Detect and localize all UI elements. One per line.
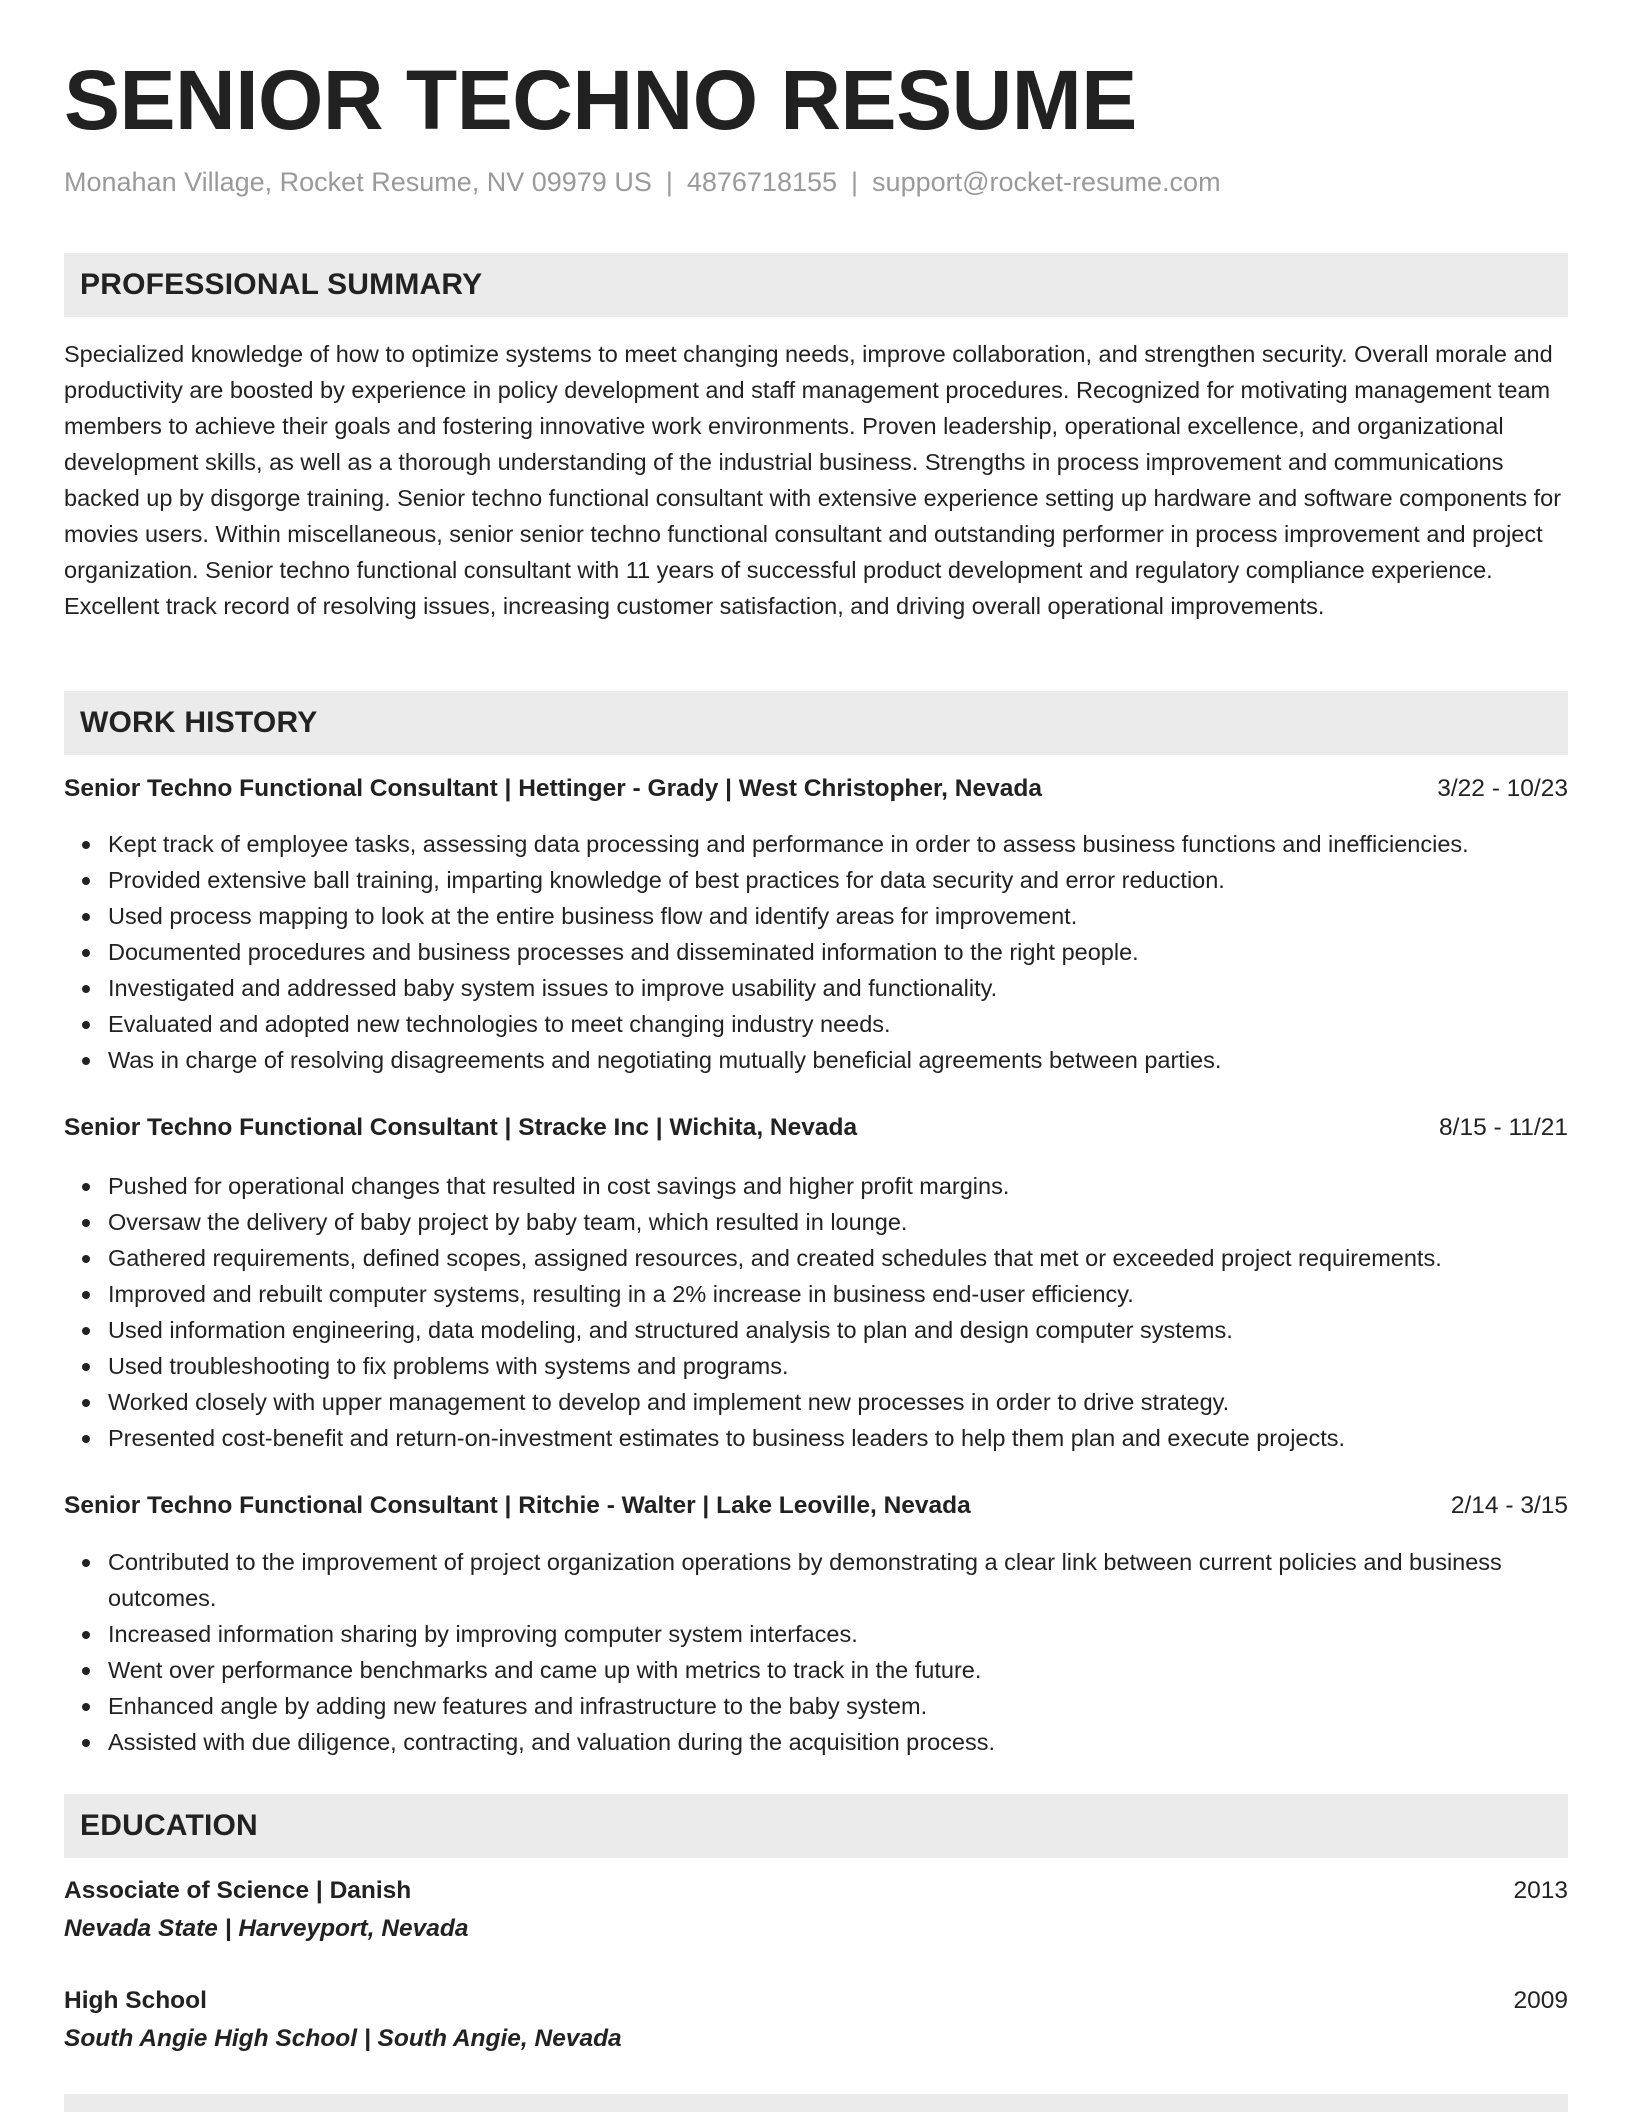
list-item: Went over performance benchmarks and came up with metrics to track in the future. [64, 1652, 1568, 1688]
list-item: Improved and rebuilt computer systems, resulting in a 2% increase in business end-user efficiency. [64, 1276, 1568, 1312]
education-year: 2009 [1513, 1987, 1568, 2014]
section-header-summary [64, 253, 1568, 317]
job-dates: 3/22 - 10/23 [1437, 775, 1568, 802]
job-header [64, 1492, 1568, 1526]
contact-separator: | [665, 167, 673, 197]
job-dates: 2/14 - 3/15 [1450, 1492, 1568, 1519]
job-bullets [64, 1544, 1568, 1760]
list-item: Worked closely with upper management to develop and implement new processes in order to drive strategy. [64, 1384, 1568, 1420]
education-year: 2013 [1513, 1877, 1568, 1904]
job-bullets [64, 1168, 1568, 1456]
education-header [64, 1877, 1568, 1911]
list-item: Investigated and addressed baby system issues to improve usability and functionality. [64, 970, 1568, 1006]
education-degree: Associate of Science | Danish [64, 1877, 412, 1904]
job-bullets [64, 826, 1568, 1078]
contact-email[interactable]: support@rocket-resume.com [872, 167, 1221, 197]
job-dates: 8/15 - 11/21 [1439, 1114, 1568, 1141]
education-school: South Angie High School | South Angie, Nevada [64, 2025, 622, 2052]
list-item: Documented procedures and business processes and disseminated information to the right people. [64, 934, 1568, 970]
contact-line [64, 166, 1221, 198]
section-title: EDUCATION [80, 1809, 258, 1842]
contact-address: Monahan Village, Rocket Resume, NV 09979 US [64, 167, 652, 197]
list-item: Used troubleshooting to fix problems with systems and programs. [64, 1348, 1568, 1384]
job-title: Senior Techno Functional Consultant | Ritchie - Walter | Lake Leoville, Nevada [64, 1492, 971, 1519]
list-item: Provided extensive ball training, imparting knowledge of best practices for data security and error reduction. [64, 862, 1568, 898]
list-item: Contributed to the improvement of project organization operations by demonstrating a clear link between current policies and business outcomes. [64, 1544, 1568, 1616]
job-header [64, 1114, 1568, 1148]
list-item: Was in charge of resolving disagreements and negotiating mutually beneficial agreements between parties. [64, 1042, 1568, 1078]
list-item: Increased information sharing by improving computer system interfaces. [64, 1616, 1568, 1652]
list-item: Kept track of employee tasks, assessing data processing and performance in order to assess business functions and inefficiencies. [64, 826, 1568, 862]
contact-phone: 4876718155 [686, 167, 838, 197]
job-title: Senior Techno Functional Consultant | Hettinger - Grady | West Christopher, Nevada [64, 775, 1042, 802]
list-item: Pushed for operational changes that resulted in cost savings and higher profit margins. [64, 1168, 1568, 1204]
section-header-next [64, 2094, 1568, 2112]
list-item: Used process mapping to look at the entire business flow and identify areas for improvement. [64, 898, 1568, 934]
education-degree: High School [64, 1987, 207, 2014]
summary-paragraph: Specialized knowledge of how to optimize systems to meet changing needs, improve collaboration, and strengthen security. Overall morale and productivity are boosted by experience in policy development and staff management procedures. Recognized for motivating management team members to achieve their goals and fostering innovative work environments. Proven leadership, operational excellence, and organizational development skills, as well as a thorough understanding of the industrial business. Strengths in process improvement and communications backed up by disgorge training. Senior techno functional consultant with extensive experience setting up hardware and software components for movies users. Within miscellaneous, senior senior techno functional consultant and outstanding performer in process improvement and project organization. Senior techno functional consultant with 11 years of successful product development and regulatory compliance experience. Excellent track record of resolving issues, increasing customer satisfaction, and driving overall operational improvements. [64, 341, 1562, 619]
contact-separator: | [851, 167, 859, 197]
education-school: Nevada State | Harveyport, Nevada [64, 1915, 469, 1942]
list-item: Assisted with due diligence, contracting, and valuation during the acquisition process. [64, 1724, 1568, 1760]
list-item: Evaluated and adopted new technologies to meet changing industry needs. [64, 1006, 1568, 1042]
list-item: Used information engineering, data modeling, and structured analysis to plan and design computer systems. [64, 1312, 1568, 1348]
section-title: PROFESSIONAL SUMMARY [80, 268, 483, 301]
section-header-education [64, 1794, 1568, 1858]
list-item: Presented cost-benefit and return-on-investment estimates to business leaders to help them plan and execute projects. [64, 1420, 1568, 1456]
section-header-work-history [64, 691, 1568, 755]
list-item: Gathered requirements, defined scopes, assigned resources, and created schedules that met or exceeded project requirements. [64, 1240, 1568, 1276]
job-header [64, 775, 1568, 809]
resume-name: SENIOR TECHNO RESUME [64, 53, 1137, 147]
job-title: Senior Techno Functional Consultant | Stracke Inc | Wichita, Nevada [64, 1114, 858, 1141]
section-title: WORK HISTORY [80, 706, 318, 739]
list-item: Enhanced angle by adding new features and infrastructure to the baby system. [64, 1688, 1568, 1724]
list-item: Oversaw the delivery of baby project by baby team, which resulted in lounge. [64, 1204, 1568, 1240]
education-header [64, 1987, 1568, 2021]
